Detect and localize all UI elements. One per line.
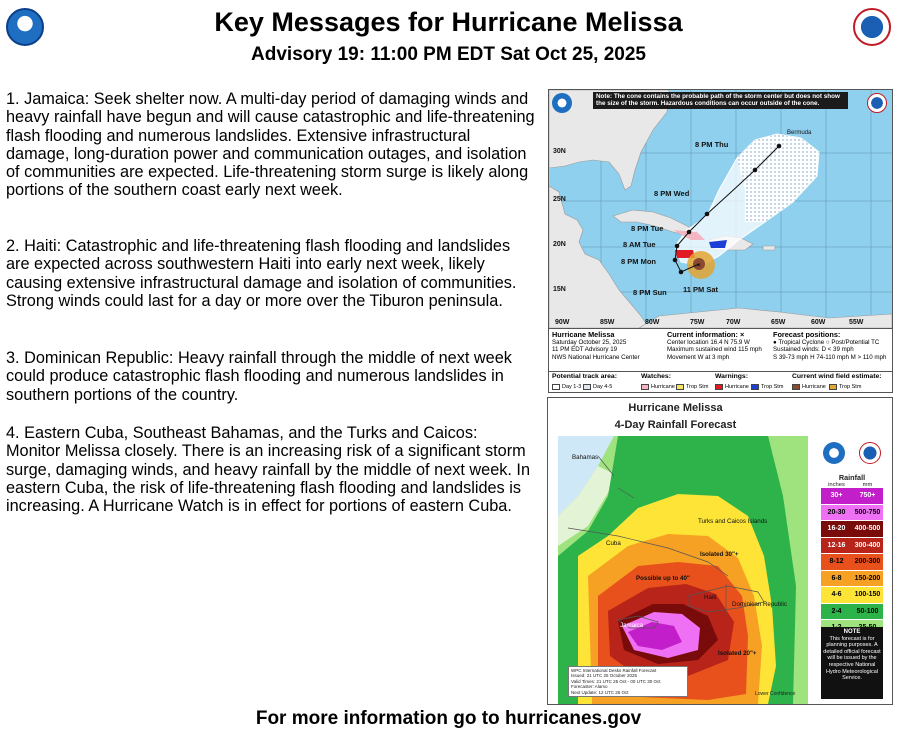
lower-confidence-label: Lower Confidence [755,691,796,697]
key-message-cuba-bahamas: 4. Eastern Cuba, Southeast Bahamas, and the Turks and Caicos: Monitor Melissa closely. There is an increasing risk of a significant storm surge, damaging winds, and heavy rainfall by the middle of next week. In eastern Cuba, the risk of life-threatening flash flooding and landslides is increasing. A Hurricane Watch is in effect for portions of eastern Cuba. [6,424,531,516]
rainfall-graphic [547,397,893,705]
cone-legend [549,371,892,392]
rainfall-issued-box [568,666,688,697]
legend-row [821,587,883,604]
hurricane-wind-label: Hurricane [802,384,826,390]
map-label-turks-caicos: Turks and Caicos Islands [698,518,768,525]
lon-label: 55W [849,319,864,326]
legend-mm-value: 50-100 [852,604,883,621]
lon-label: 65W [771,319,786,326]
issuing-center: NWS National Hurricane Center [552,353,640,361]
legend-inches-value: 4-6 [821,587,852,604]
ts-warning-label: Trop Stm [761,384,784,390]
footer-link-text[interactable]: For more information go to hurricanes.gov [255,708,642,729]
day13-label: Day 1-3 [562,384,582,390]
forecast-positions-title: Forecast positions: [773,330,841,339]
key-message-jamaica: 1. Jamaica: Seek shelter now. A multi-day period of damaging winds and heavy rainfall have begun and will cause catastrophic and life-threatening flash flooding and numerous landslides. Extensive infrastructural damage, long-duration power and communication outages, and isolation of communities are expected. Life-threatening storm surge is likely along portions of the southern coast early next week. [6,90,535,200]
hurricane-watch-label: Hurricane [651,384,675,390]
legend-unit-inches: inches [828,482,845,488]
lon-label: 90W [555,319,570,326]
legend-title: Rainfall [838,473,866,482]
advisory-subtitle: Advisory 19: 11:00 PM EDT Sat Oct 25, 2025 [251,44,646,65]
lat-label: 30N [553,148,566,155]
hurricane-warning-swatch [715,384,723,390]
rainfall-legend [821,473,883,637]
track-label: 8 PM Thu [695,140,729,149]
lat-label: 15N [553,286,566,293]
legend-mm-value: 150-200 [852,571,883,588]
ts-wind-label: Trop Stm [839,384,862,390]
lat-label: 20N [553,241,566,248]
lon-label: 70W [726,319,741,326]
track-area-title: Potential track area: [552,373,617,380]
legend-inches-value: 30+ [821,488,852,505]
issued-line: WPC International Desks Rainfall Forecast [571,668,657,673]
map-label-bahamas: Bahamas [572,454,599,461]
rainfall-note [821,627,883,699]
movement: Movement W at 3 mph [667,353,730,361]
issued-line: Forecaster: Alamo [571,684,608,690]
track-label: 8 PM Sun [633,288,667,297]
advisory-number: 11 PM EDT Advisory 19 [552,346,618,354]
legend-row [821,604,883,621]
legend-inches-value: 8-12 [821,554,852,571]
legend-inches-value: 20-30 [821,505,852,522]
note-title: NOTE [843,629,861,635]
watches-title: Watches: [641,373,671,380]
legend-row [821,571,883,588]
ts-watch-swatch [676,384,684,390]
lon-label: 85W [600,319,615,326]
legend-inches-value: 6-8 [821,571,852,588]
cone-map [549,90,892,328]
issue-date: Saturday October 25, 2025 [552,339,627,347]
storm-name: Hurricane Melissa [552,330,615,339]
legend-row [821,488,883,505]
legend-mm-value: 500-750 [852,505,883,522]
forecast-types: ● Tropical Cyclone ○ Post/Potential TC [773,339,880,347]
track-label: 8 PM Tue [631,224,664,233]
center-location: Center location 16.4 N 75.9 W [667,339,750,347]
page-title: Key Messages for Hurricane Melissa [214,7,683,37]
ts-wind-swatch [829,384,837,390]
legend-inches-value: 12-16 [821,538,852,555]
svg-text:×: × [697,263,701,269]
ts-watch-label: Trop Stm [686,384,709,390]
day45-swatch [583,384,591,390]
hurricane-warning-label: Hurricane [725,384,749,390]
nws-logo [859,442,881,464]
wind-classes: S 39-73 mph H 74-110 mph M > 110 mph [773,353,887,361]
ts-warning-swatch [751,384,759,390]
track-label: 11 PM Sat [683,285,719,294]
noaa-logo [552,93,572,113]
lat-label: 25N [553,196,566,203]
legend-inches-value: 16-20 [821,521,852,538]
lon-label: 75W [690,319,705,326]
rainfall-map [558,436,808,704]
rainfall-title: Hurricane Melissa [628,402,723,414]
map-label-dominican-republic: Dominican Republic [732,601,788,608]
issued-line: Next Update: 12 UTC 26 Oct [571,689,629,695]
nws-logo [867,93,887,113]
track-label: 8 AM Tue [623,240,656,249]
noaa-logo [823,442,845,464]
legend-mm-value: 750+ [852,488,883,505]
lon-label: 80W [645,319,660,326]
cone-disclaimer: Note: The cone contains the probable path of the storm center but does not show the size of the storm. Hazardous conditions can occur outside of the cone. [593,92,848,109]
legend-row [821,521,883,538]
legend-mm-value: 100-150 [852,587,883,604]
warnings-title: Warnings: [715,373,748,380]
annotation-isolated-20: Isolated 20"+ [718,650,757,657]
max-wind: Maximum sustained wind 115 mph [667,346,762,354]
legend-row [821,554,883,571]
annotation-possible-40: Possible up to 40" [636,575,690,582]
day13-swatch [552,384,560,390]
legend-mm-value: 400-500 [852,521,883,538]
issued-line: Issued: 21 UTC 25 October 2025 [571,673,638,679]
legend-unit-mm: mm [862,482,873,488]
day45-label: Day 4-5 [593,384,613,390]
rainfall-subtitle: 4-Day Rainfall Forecast [614,419,737,431]
sustained-winds: Sustained winds: D < 39 mph [773,346,854,354]
legend-mm-value: 300-400 [852,538,883,555]
cone-info-box [549,328,892,392]
wind-field-title: Current wind field estimate: [792,373,882,380]
hurricane-wind-swatch [792,384,800,390]
cone-graphic [548,89,893,393]
legend-row [821,538,883,555]
legend-mm-value: 200-300 [852,554,883,571]
legend-row [821,505,883,522]
key-message-haiti: 2. Haiti: Catastrophic and life-threatening flash flooding and landslides are expected across southwestern Haiti into early next week, likely causing extensive infrastructural damage and isolation of communities. Strong winds could last for a day or more over the Tiburon peninsula. [6,237,517,310]
track-label: 8 PM Mon [621,257,656,266]
track-label: 8 PM Wed [654,189,690,198]
map-label-bermuda: Bermuda [787,130,812,136]
hurricane-watch-swatch [641,384,649,390]
map-label-haiti: Haiti [704,594,717,601]
issued-line: Valid Times: 21 UTC 25 Oct - 00 UTC 30 Oct [571,678,661,684]
key-message-dominican-republic: 3. Dominican Republic: Heavy rainfall through the middle of next week could produce catastrophic flash flooding and numerous landslides in southern portions of the country. [6,349,512,404]
note-text: This forecast is for planning purposes. A detailed official forecast will be issued by the respective National Hydro Meteorological Service. [823,635,881,682]
current-info-title: Current information: × [667,330,745,339]
annotation-isolated-30: Isolated 30"+ [700,551,739,558]
lon-label: 60W [811,319,826,326]
map-label-cuba: Cuba [606,540,621,547]
map-label-jamaica: Jamaica [620,622,644,629]
legend-inches-value: 2-4 [821,604,852,621]
